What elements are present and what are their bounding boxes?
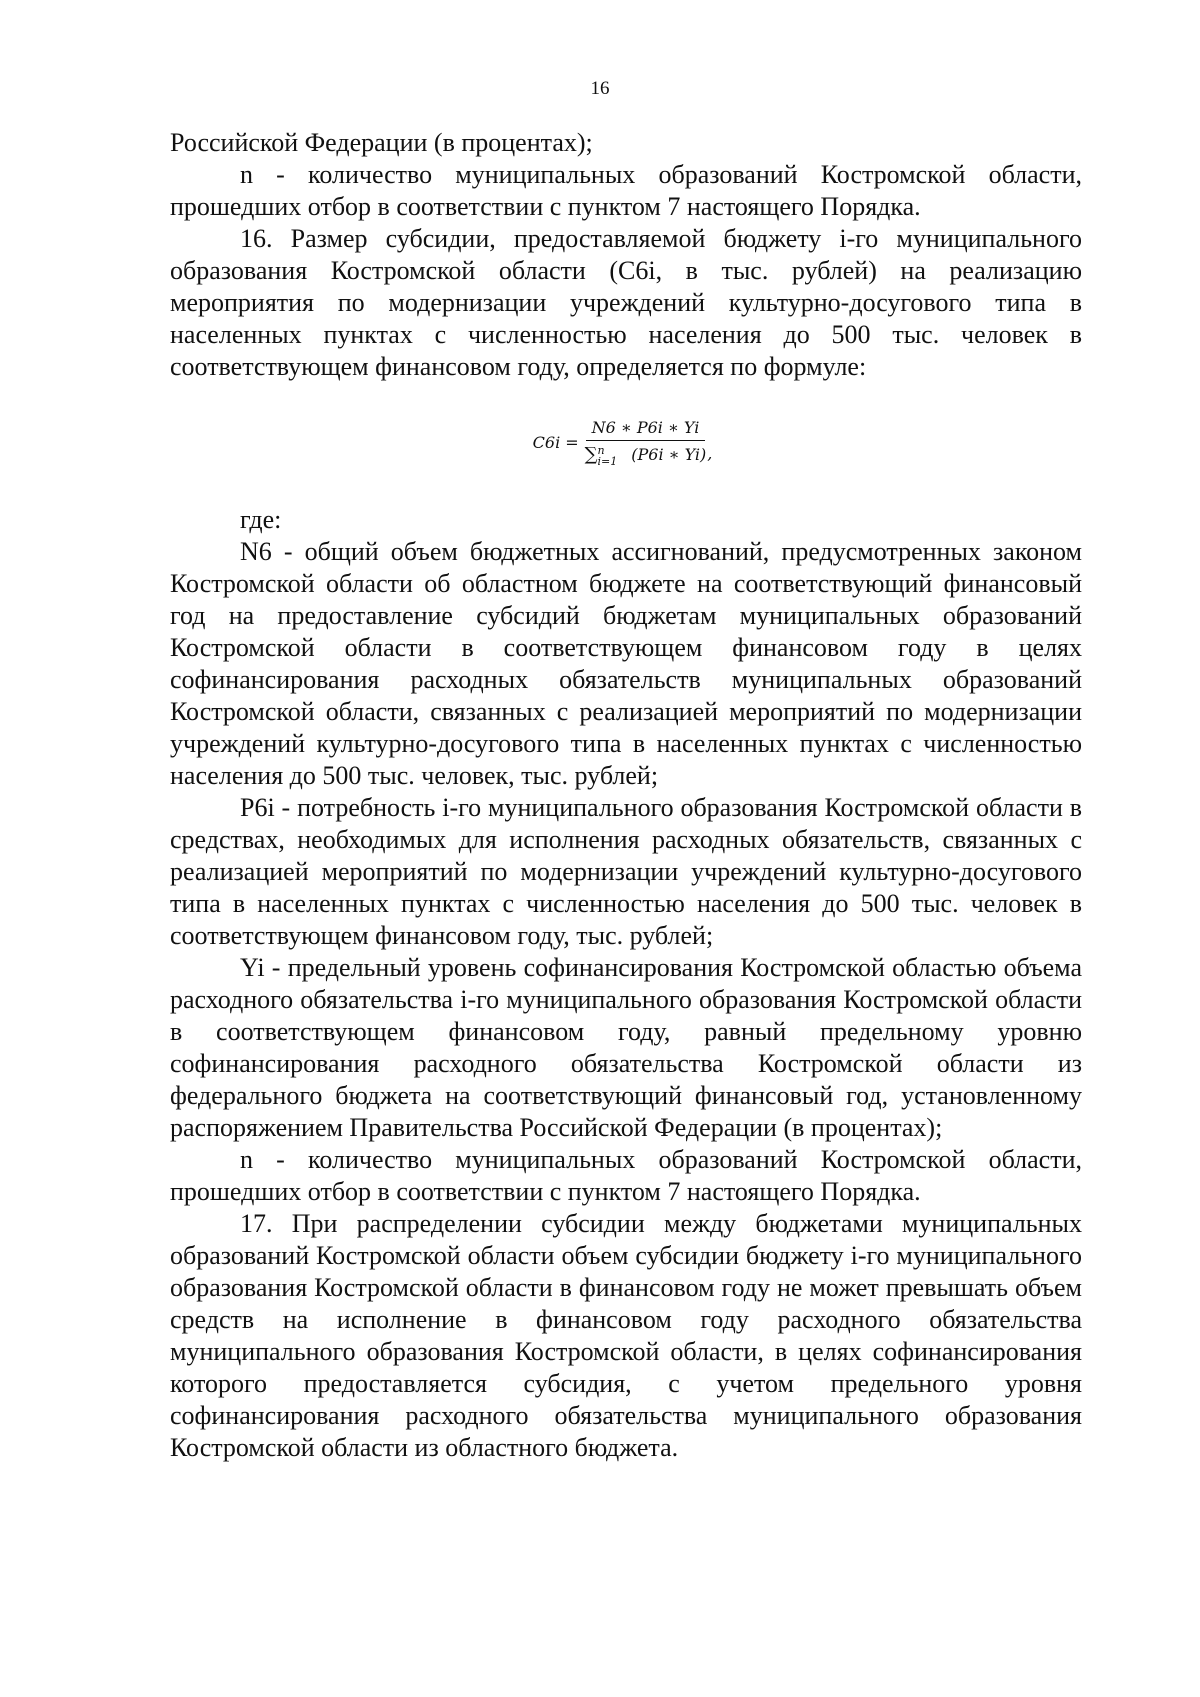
formula-fraction	[585, 418, 707, 467]
formula-comma: ,	[707, 443, 713, 463]
formula-denominator: (P6i ∗ Yi)	[631, 445, 707, 464]
sum-lower-limit: i=1	[597, 454, 618, 468]
paragraph-item-16: 16. Размер субсидии, предоставляемой бюджету i-го муниципального образования Костромской области (C6i, в тыс. рублей) на реализацию мероприятия по модернизации учреждений культурно-досугового типа в населенных пунктах с численностью населения до 500 тыс. человек в соответствующем финансовом году, определяется по формуле:	[170, 224, 1082, 381]
paragraph-item-17: 17. При распределении субсидии между бюджетами муниципальных образований Костромской области объем субсидии бюджету i-го муниципального образования Костромской области в финансовом году не может превышать объем средств на исполнение в финансовом году расходного обязательства муниципального образования Костромской области, в целях софинансирования которого предоставляется субсидия, с учетом предельного уровня софинансирования расходного обязательства муниципального образования Костромской области из областного бюджета.	[170, 1209, 1082, 1462]
formula-denominator-row	[585, 441, 707, 467]
formula-lhs: C6i =	[532, 432, 579, 452]
page-number: 16	[590, 78, 610, 99]
paragraph-continuation: Российской Федерации (в процентах);	[170, 128, 593, 157]
paragraph-n-definition: n - количество муниципальных образований Костромской области, прошедших отбор в соответствии с пунктом 7 настоящего Порядка.	[170, 160, 1082, 221]
subsidy-formula	[0, 418, 1200, 467]
paragraph-n6-definition: N6 - общий объем бюджетных ассигнований, предусмотренных законом Костромской области об областном бюджете на соответствующий финансовый год на предоставление субсидий бюджетам муниципальных образований Костромской области в соответствующем финансовом году в целях софинансирования расходных обязательств муниципальных образований Костромской области, связанных с реализацией мероприятий по модернизации учреждений культурно-досугового типа в населенных пунктах с численностью населения до 500 тыс. человек, тыс. рублей;	[170, 537, 1082, 790]
paragraph-n-definition-2: n - количество муниципальных образований Костромской области, прошедших отбор в соответствии с пунктом 7 настоящего Порядка.	[170, 1145, 1082, 1206]
paragraph-yi-definition: Yi - предельный уровень софинансирования Костромской областью объема расходного обязательства i-го муниципального образования Костромской области в соответствующем финансовом году, равный предельному уровню софинансирования расходного обязательства Костромской области из федерального бюджета на соответствующий финансовый год, установленному распоряжением Правительства Российской Федерации (в процентах);	[170, 953, 1082, 1142]
formula-numerator: N6 ∗ P6i ∗ Yi	[586, 418, 706, 441]
paragraph-p6i-definition: P6i - потребность i-го муниципального образования Костромской области в средствах, необходимых для исполнения расходных обязательств, связанных с реализацией мероприятий по модернизации учреждений культурно-досугового типа в населенных пунктах с численностью населения до 500 тыс. человек в соответствующем финансовом году, тыс. рублей;	[170, 793, 1082, 950]
text-block-bottom	[170, 504, 1082, 1464]
paragraph-where: где:	[240, 505, 282, 534]
sum-upper-limit: n	[597, 443, 605, 457]
sum-symbol: ∑	[584, 444, 598, 465]
text-block-top	[170, 127, 1082, 383]
sum-limits	[598, 445, 618, 467]
